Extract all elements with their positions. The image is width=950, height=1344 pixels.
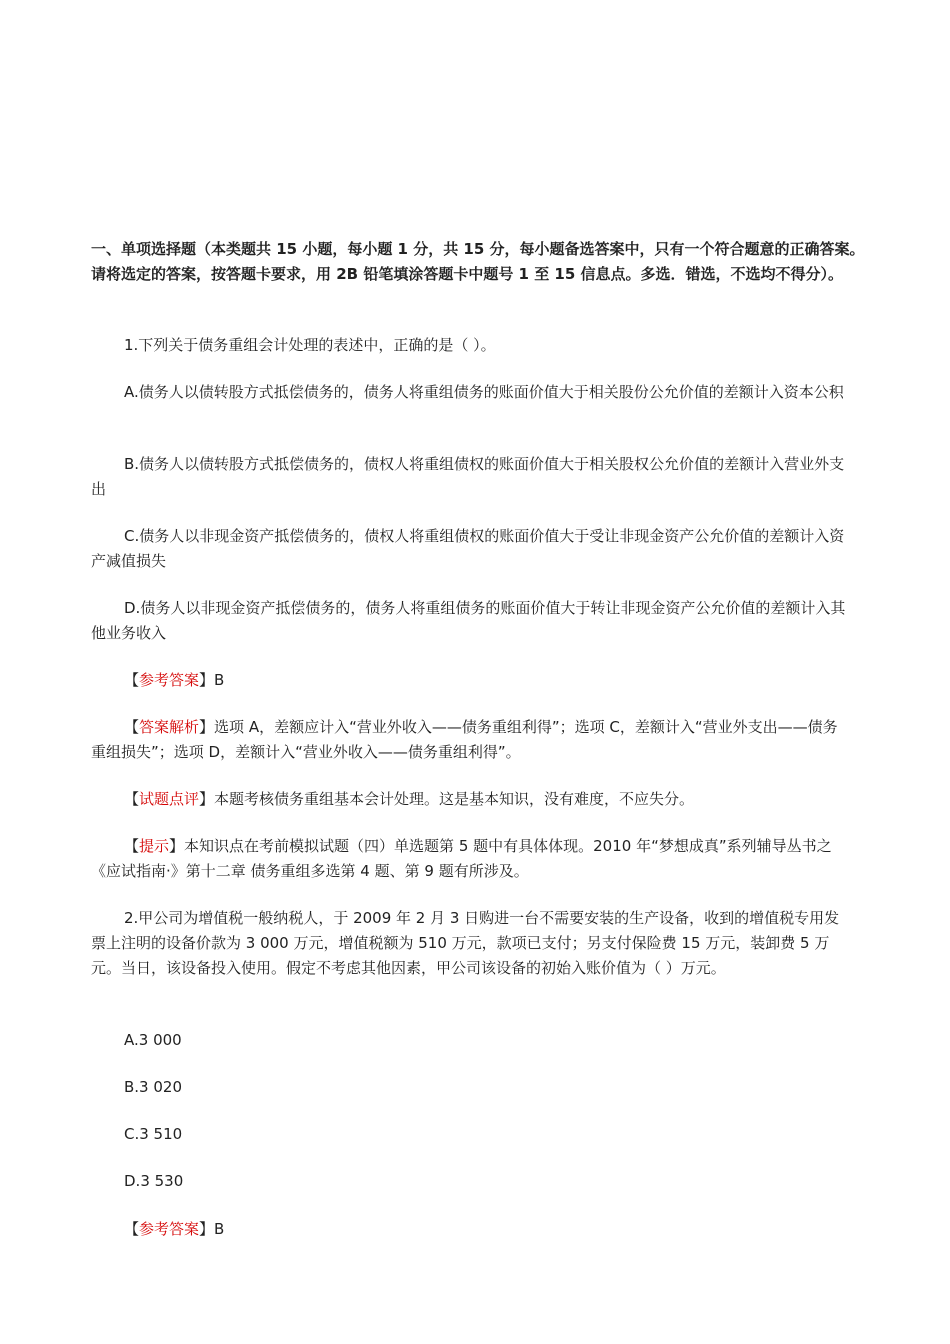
q1-analysis	[91, 715, 851, 765]
q1-option-d: D.债务人以非现金资产抵偿债务的，债务人将重组债务的账面价值大于转让非现金资产公允价值的差额计入其他业务收入	[91, 599, 846, 642]
q1-stem: 1.下列关于债务重组会计处理的表述中，正确的是（ ）。	[124, 336, 496, 354]
close-bracket: 】	[199, 671, 215, 689]
q1-hint-text: 本知识点在考前模拟试题（四）单选题第 5 题中有具体体现。2010 年“梦想成真”系列辅导丛书之《应试指南·》第十二章 债务重组多选第 4 题、第 9 题有所涉及。	[91, 837, 832, 880]
q2-stem: 2.甲公司为增值税一般纳税人，于 2009 年 2 月 3 日购进一台不需要安装的生产设备，收到的增值税专用发票上注明的设备价款为 3 000 万元，增值税额为 510 万元，款项已支付；另支付保险费 15 万元，装卸费 5 万元。当日，该设备投入使用。假定不考虑其他因素，甲公司该设备的初始入账价值为（ ）万元。	[91, 909, 840, 977]
analysis-label: 答案解析	[139, 718, 200, 736]
close-bracket: 】	[199, 1220, 215, 1238]
open-bracket: 【	[124, 718, 140, 736]
q2-answer-value: B	[214, 1220, 225, 1238]
q1-option-b: B.债务人以债转股方式抵偿债务的，债权人将重组债权的账面价值大于相关股权公允价值的差额计入营业外支出	[91, 455, 845, 498]
q2-answer	[91, 1217, 851, 1242]
answer-label: 参考答案	[139, 671, 200, 689]
comment-label: 试题点评	[139, 790, 200, 808]
open-bracket: 【	[124, 790, 140, 808]
q1-analysis-text: 选项 A，差额应计入“营业外收入——债务重组利得”；选项 C，差额计入“营业外支出——债务重组损失”；选项 D，差额计入“营业外收入——债务重组利得”。	[91, 718, 838, 761]
answer-label: 参考答案	[139, 1220, 200, 1238]
q1-hint	[91, 834, 851, 884]
open-bracket: 【	[124, 837, 140, 855]
open-bracket: 【	[124, 1220, 140, 1238]
section-heading: 一、单项选择题（本类题共 15 小题，每小题 1 分，共 15 分，每小题备选答案中，只有一个符合题意的正确答案。请将选定的答案，按答题卡要求，用 2B 铅笔填涂答题卡中题号 1 至 15 信息点。多选．错选，不选均不得分）。	[91, 240, 865, 283]
q2-option-a: A.3 000	[124, 1031, 182, 1049]
q1-answer-value: B	[214, 671, 225, 689]
hint-label: 提示	[139, 837, 170, 855]
close-bracket: 】	[169, 837, 185, 855]
q2-option-b: B.3 020	[124, 1078, 183, 1096]
q1-answer	[91, 668, 851, 693]
q2-option-d: D.3 530	[124, 1172, 184, 1190]
q1-comment-text: 本题考核债务重组基本会计处理。这是基本知识，没有难度，不应失分。	[214, 790, 695, 808]
close-bracket: 】	[199, 718, 215, 736]
close-bracket: 】	[199, 790, 215, 808]
q2-option-c: C.3 510	[124, 1125, 183, 1143]
q1-option-c: C.债务人以非现金资产抵偿债务的，债权人将重组债权的账面价值大于受让非现金资产公允价值的差额计入资产减值损失	[91, 527, 845, 570]
q1-comment	[91, 787, 851, 812]
open-bracket: 【	[124, 671, 140, 689]
q1-option-a: A.债务人以债转股方式抵偿债务的，债务人将重组债务的账面价值大于相关股份公允价值的差额计入资本公积	[124, 383, 844, 401]
